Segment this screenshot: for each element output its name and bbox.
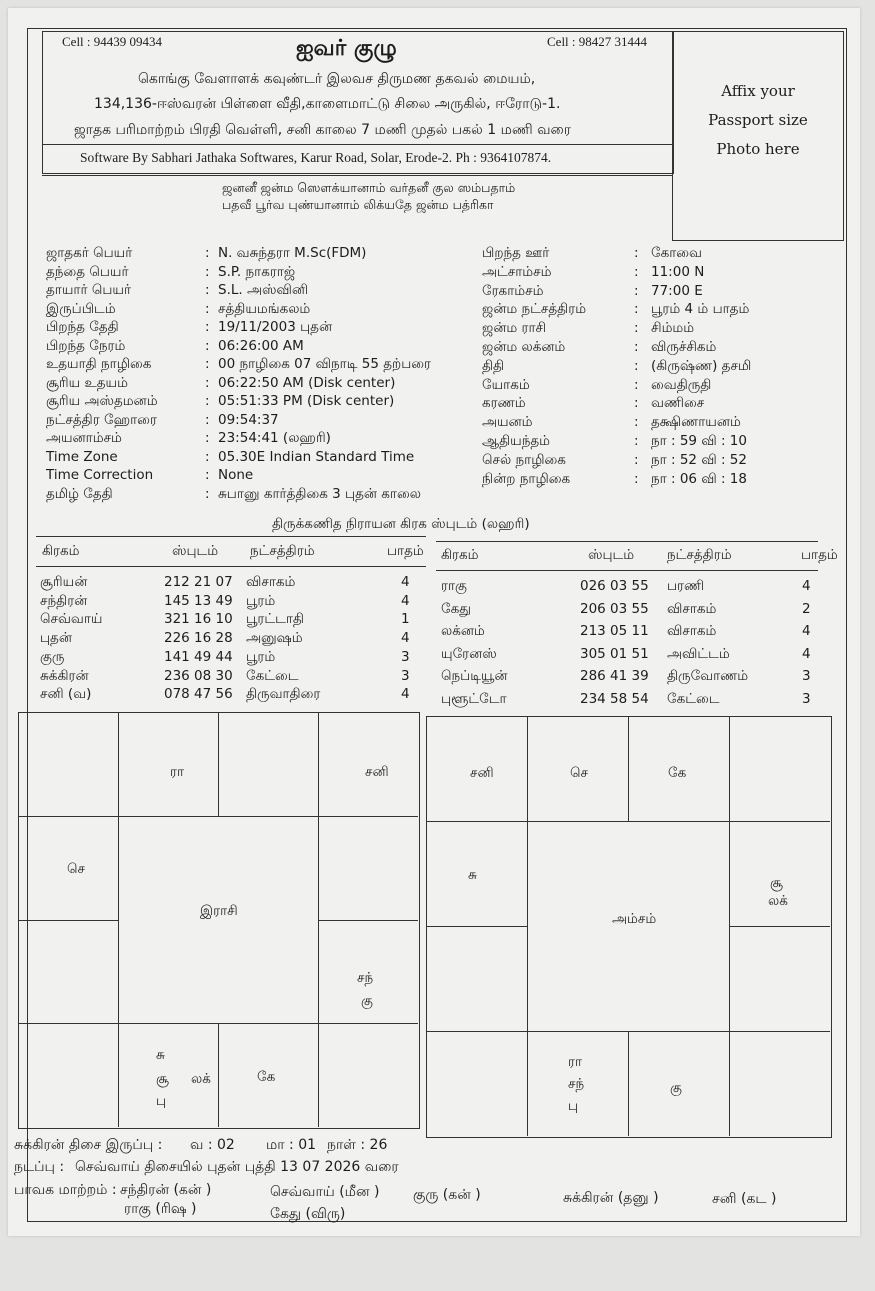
software-credit: Software By Sabhari Jathaka Softwares, Karur Road, Solar, Erode-2. Ph : 9364107874. xyxy=(80,150,552,165)
detail-value: வைதிருதி xyxy=(651,376,712,393)
detail-label: சூரிய அஸ்தமனம் xyxy=(46,393,158,409)
table-cell: 226 16 28 xyxy=(164,630,233,647)
dasa-nal: நாள் : 26 xyxy=(327,1137,388,1153)
transit-label: பாவக மாற்றம் : xyxy=(14,1182,117,1198)
transit-4: சுக்கிரன் (தனு ) xyxy=(563,1190,659,1206)
detail-value: பூரம் 4 ம் பாதம் xyxy=(651,301,750,318)
rasi-ke: கே xyxy=(257,1069,276,1085)
amsam-grid-line xyxy=(628,1031,629,1136)
detail-colon: : xyxy=(634,433,639,449)
detail-value: 19/11/2003 புதன் xyxy=(218,319,333,335)
detail-value: None xyxy=(218,467,254,483)
detail-colon: : xyxy=(205,467,210,483)
detail-value: S.L. அஸ்வினி xyxy=(218,282,308,298)
table-cell: புதன் xyxy=(40,630,72,647)
detail-value: (கிருஷ்ண) தசமி xyxy=(651,357,752,374)
detail-colon: : xyxy=(205,282,210,298)
detail-value: வணிசை xyxy=(651,395,705,412)
transit-7: கேது (விரு) xyxy=(270,1206,346,1222)
amsam-center-label: அம்சம் xyxy=(612,911,657,927)
planet-table-title: திருக்கணித நிராயன கிரக ஸ்புடம் (லஹரி) xyxy=(272,516,530,532)
detail-label: அயனாம்சம் xyxy=(46,430,122,446)
detail-value: 00 நாழிகை 07 விநாடி 55 தற்பரை xyxy=(218,356,432,372)
dasa-label: சுக்கிரன் திசை இருப்பு : xyxy=(14,1137,163,1153)
header-line-2: 134,136-ஈஸ்வரன் பிள்ளை வீதி,காளைமாட்டு சிலை அருகில், ஈரோடு-1. xyxy=(94,96,561,112)
detail-value: தக்ஷிணாயனம் xyxy=(651,414,741,431)
detail-label: தமிழ் தேதி xyxy=(46,485,113,502)
transit-6: ராகு (ரிஷ ) xyxy=(124,1201,197,1217)
transit-2: செவ்வாய் (மீன ) xyxy=(270,1184,380,1200)
amsam-su: சு xyxy=(468,867,477,883)
dasa-va: வ : 02 xyxy=(190,1137,235,1153)
rasi-grid-line xyxy=(218,1023,219,1127)
table-cell: 206 03 55 xyxy=(580,600,649,617)
table-header-cell: பாதம் xyxy=(387,543,424,559)
table-cell: 3 xyxy=(802,691,811,707)
rasi-ra: ரா xyxy=(170,764,185,780)
table-cell: 026 03 55 xyxy=(580,578,649,594)
amsam-grid-line xyxy=(426,821,830,822)
dasa-ma: மா : 01 xyxy=(266,1137,317,1153)
detail-colon: : xyxy=(634,339,639,355)
table-cell: 305 01 51 xyxy=(580,645,649,662)
detail-label: அட்சாம்சம் xyxy=(482,263,552,280)
detail-colon: : xyxy=(634,470,639,487)
table-header-cell: நட்சத்திரம் xyxy=(250,543,315,559)
table-cell: பூரம் xyxy=(246,592,276,609)
detail-label: ஜன்ம ராசி xyxy=(482,320,547,337)
rasi-grid-line xyxy=(318,712,319,1127)
detail-label: Time Zone xyxy=(46,448,118,465)
detail-colon: : xyxy=(205,263,210,280)
table-cell: 4 xyxy=(802,578,811,594)
detail-value: நா : 59 வி : 10 xyxy=(651,433,747,449)
table-cell: ராகு xyxy=(441,578,467,594)
rasi-grid-line xyxy=(18,920,118,921)
detail-value: 06:26:00 AM xyxy=(218,337,304,354)
detail-colon: : xyxy=(634,263,639,280)
detail-colon: : xyxy=(205,485,210,502)
detail-colon: : xyxy=(205,319,210,335)
detail-value: 11:00 N xyxy=(651,263,705,280)
table-top-rule-left xyxy=(36,536,426,537)
detail-value: 06:22:50 AM (Disk center) xyxy=(218,374,396,391)
detail-value: விருச்சிகம் xyxy=(651,339,717,355)
cell-left: Cell : 94439 09434 xyxy=(62,34,163,49)
table-cell: 1 xyxy=(401,611,410,628)
detail-value: 05:51:33 PM (Disk center) xyxy=(218,393,395,409)
amsam-grid-line xyxy=(729,926,830,927)
detail-label: கரணம் xyxy=(482,395,526,412)
rasi-grid-line xyxy=(18,816,418,817)
table-head-rule-right xyxy=(436,570,818,571)
table-cell: 4 xyxy=(802,623,811,640)
rasi-san: சந் xyxy=(357,970,374,986)
detail-colon: : xyxy=(634,376,639,393)
table-header-cell: பாதம் xyxy=(801,547,838,563)
table-cell: 4 xyxy=(401,686,410,703)
detail-value: நா : 52 வி : 52 xyxy=(651,451,747,468)
header-line-3: ஜாதக பரிமாற்றம் பிரதி வெள்ளி, சனி காலை 7 மணி முதல் பகல் 1 மணி வரை xyxy=(74,122,571,138)
table-cell: 4 xyxy=(401,592,410,609)
table-cell: 141 49 44 xyxy=(164,648,233,665)
table-cell: 4 xyxy=(802,645,811,662)
detail-label: இருப்பிடம் xyxy=(46,300,116,317)
detail-colon: : xyxy=(634,245,639,261)
detail-value: 05.30E Indian Standard Time xyxy=(218,448,415,465)
detail-colon: : xyxy=(634,282,639,299)
detail-label: Time Correction xyxy=(46,467,154,483)
table-header-cell: ஸ்புடம் xyxy=(172,543,219,559)
current-period-label: நடப்பு : xyxy=(14,1159,65,1175)
table-cell: யுரேனஸ் xyxy=(441,645,497,662)
detail-label: ஜன்ம நட்சத்திரம் xyxy=(482,301,587,318)
table-cell: செவ்வாய் xyxy=(40,611,103,628)
rasi-su: சு xyxy=(156,1047,165,1063)
detail-colon: : xyxy=(205,430,210,446)
table-header-cell: கிரகம் xyxy=(441,547,479,563)
detail-label: தாயார் பெயர் xyxy=(46,282,132,298)
detail-label: ரேகாம்சம் xyxy=(482,282,544,299)
detail-label: செல் நாழிகை xyxy=(482,451,566,468)
amsam-sani: சனி xyxy=(470,765,494,781)
transit-5: சனி (கட ) xyxy=(712,1191,777,1207)
table-cell: கேது xyxy=(441,600,471,617)
amsam-pu: பு xyxy=(568,1098,579,1114)
table-cell: கேட்டை xyxy=(667,691,720,707)
detail-colon: : xyxy=(205,393,210,409)
detail-label: ஜாதகர் பெயர் xyxy=(46,245,133,261)
table-cell: 213 05 11 xyxy=(580,623,649,640)
table-header-cell: நட்சத்திரம் xyxy=(667,547,732,563)
table-cell: 145 13 49 xyxy=(164,592,233,609)
table-cell: 3 xyxy=(401,648,410,665)
detail-colon: : xyxy=(634,357,639,374)
amsam-se: செ xyxy=(570,765,588,781)
detail-colon: : xyxy=(205,448,210,465)
amsam-grid-line xyxy=(729,716,730,1136)
detail-colon: : xyxy=(634,451,639,468)
detail-value: சுபானு கார்த்திகை 3 புதன் காலை xyxy=(218,485,421,502)
rasi-grid-line xyxy=(118,712,119,1127)
page-title: ஐவர் குழு xyxy=(296,36,397,61)
table-cell: 234 58 54 xyxy=(580,691,649,707)
photo-box xyxy=(672,31,844,241)
rasi-sani: சனி xyxy=(365,764,389,780)
amsam-ra: ரா xyxy=(568,1054,583,1070)
detail-label: பிறந்த ஊர் xyxy=(482,245,550,261)
table-cell: கேட்டை xyxy=(246,667,299,684)
table-cell: 2 xyxy=(802,600,811,617)
table-cell: குரு xyxy=(40,648,65,665)
detail-label: பிறந்த தேதி xyxy=(46,319,119,335)
detail-colon: : xyxy=(205,411,210,428)
table-header-cell: ஸ்புடம் xyxy=(588,547,635,563)
detail-value: N. வசுந்தரா M.Sc(FDM) xyxy=(218,245,367,261)
header-divider-2 xyxy=(42,175,672,176)
amsam-ke: கே xyxy=(668,765,687,781)
detail-colon: : xyxy=(205,245,210,261)
photo-text-3: Photo here xyxy=(716,140,800,158)
amsam-grid-line xyxy=(527,716,528,1136)
rasi-grid-line xyxy=(318,920,418,921)
rasi-grid-line xyxy=(218,712,219,816)
cell-right: Cell : 98427 31444 xyxy=(547,34,648,49)
table-cell: சூரியன் xyxy=(40,574,88,590)
amsam-gu: கு xyxy=(670,1080,682,1096)
table-cell: 286 41 39 xyxy=(580,668,649,685)
table-cell: 321 16 10 xyxy=(164,611,233,628)
detail-label: யோகம் xyxy=(482,376,530,393)
table-cell: நெப்டியூன் xyxy=(441,668,508,685)
detail-label: உதயாதி நாழிகை xyxy=(46,356,152,372)
detail-colon: : xyxy=(634,320,639,337)
current-period-value: செவ்வாய் திசையில் புதன் புத்தி 13 07 2026 வரை xyxy=(75,1159,399,1175)
rasi-center-label: இராசி xyxy=(200,903,238,919)
table-cell: பூரட்டாதி xyxy=(246,611,304,628)
table-cell: திருவோணம் xyxy=(667,668,749,685)
table-cell: சுக்கிரன் xyxy=(40,667,89,684)
detail-label: சூரிய உதயம் xyxy=(46,374,128,391)
table-header-cell: கிரகம் xyxy=(42,543,80,559)
table-cell: திருவாதிரை xyxy=(246,686,321,703)
detail-colon: : xyxy=(205,300,210,317)
rasi-gu: கு xyxy=(361,993,373,1009)
table-cell: 3 xyxy=(802,668,811,685)
table-head-rule-left xyxy=(36,566,426,567)
table-cell: விசாகம் xyxy=(246,574,296,590)
detail-label: ஜன்ம லக்னம் xyxy=(482,339,566,355)
detail-label: நின்ற நாழிகை xyxy=(482,470,571,487)
amsam-grid-line xyxy=(426,926,527,927)
detail-label: பிறந்த நேரம் xyxy=(46,337,126,354)
rasi-su2: சூ xyxy=(156,1071,169,1087)
detail-colon: : xyxy=(205,337,210,354)
detail-label: ஆதியந்தம் xyxy=(482,433,551,449)
transit-1: சந்திரன் (கன் ) xyxy=(120,1182,212,1198)
header-line-1: கொங்கு வேளாளக் கவுண்டர் இலவச திருமண தகவல் மையம், xyxy=(138,71,536,87)
table-cell: சந்திரன் xyxy=(40,592,88,609)
table-cell: 078 47 56 xyxy=(164,686,233,703)
table-cell: லக்னம் xyxy=(441,623,485,640)
detail-label: நட்சத்திர ஹோரை xyxy=(46,411,157,428)
rasi-pu: பு xyxy=(156,1093,167,1109)
amsam-lak: லக் xyxy=(768,893,788,909)
table-cell: 236 08 30 xyxy=(164,667,233,684)
detail-label: தந்தை பெயர் xyxy=(46,263,129,280)
detail-colon: : xyxy=(205,356,210,372)
table-cell: 4 xyxy=(401,630,410,647)
detail-value: S.P. நாகராஜ் xyxy=(218,263,296,280)
table-cell: அனுஷம் xyxy=(246,630,303,647)
table-cell: 3 xyxy=(401,667,410,684)
detail-value: 23:54:41 (லஹரி) xyxy=(218,430,331,446)
table-cell: பூரம் xyxy=(246,648,276,665)
detail-colon: : xyxy=(634,395,639,412)
amsam-grid-line xyxy=(628,716,629,821)
table-cell: 4 xyxy=(401,574,410,590)
verse-line-1: ஜனனீ ஜன்ம ஸௌக்யானாம் வர்தனீ குல ஸம்பதாம் xyxy=(222,180,516,195)
table-cell: புளூட்டோ xyxy=(441,691,507,707)
detail-value: சிம்மம் xyxy=(651,320,695,337)
detail-label: திதி xyxy=(482,357,505,374)
amsam-san: சந் xyxy=(568,1076,585,1092)
table-cell: 212 21 07 xyxy=(164,574,233,590)
detail-colon: : xyxy=(634,414,639,431)
photo-text-2: Passport size xyxy=(708,111,808,129)
detail-colon: : xyxy=(205,374,210,391)
detail-value: கோவை xyxy=(651,245,702,261)
header-divider xyxy=(42,144,672,145)
verse-line-2: பதவீ பூர்வ புண்யானாம் லிக்யதே ஜன்ம பத்ரிகா xyxy=(222,197,494,212)
detail-label: அயனம் xyxy=(482,414,533,431)
detail-value: நா : 06 வி : 18 xyxy=(651,470,747,487)
detail-value: சத்தியமங்கலம் xyxy=(218,300,311,317)
detail-value: 09:54:37 xyxy=(218,411,279,428)
table-cell: விசாகம் xyxy=(667,600,717,617)
photo-text-1: Affix your xyxy=(721,82,795,100)
amsam-su2: சூ xyxy=(770,875,783,891)
table-top-rule-right xyxy=(436,541,818,542)
table-cell: விசாகம் xyxy=(667,623,717,640)
transit-3: குரு (கன் ) xyxy=(413,1187,481,1203)
rasi-se: செ xyxy=(67,861,85,877)
rasi-lak: லக் xyxy=(191,1071,211,1087)
table-cell: அவிட்டம் xyxy=(667,645,730,662)
table-cell: பரணி xyxy=(667,578,705,594)
detail-colon: : xyxy=(634,301,639,318)
detail-value: 77:00 E xyxy=(651,282,703,299)
table-cell: சனி (வ) xyxy=(40,686,92,703)
